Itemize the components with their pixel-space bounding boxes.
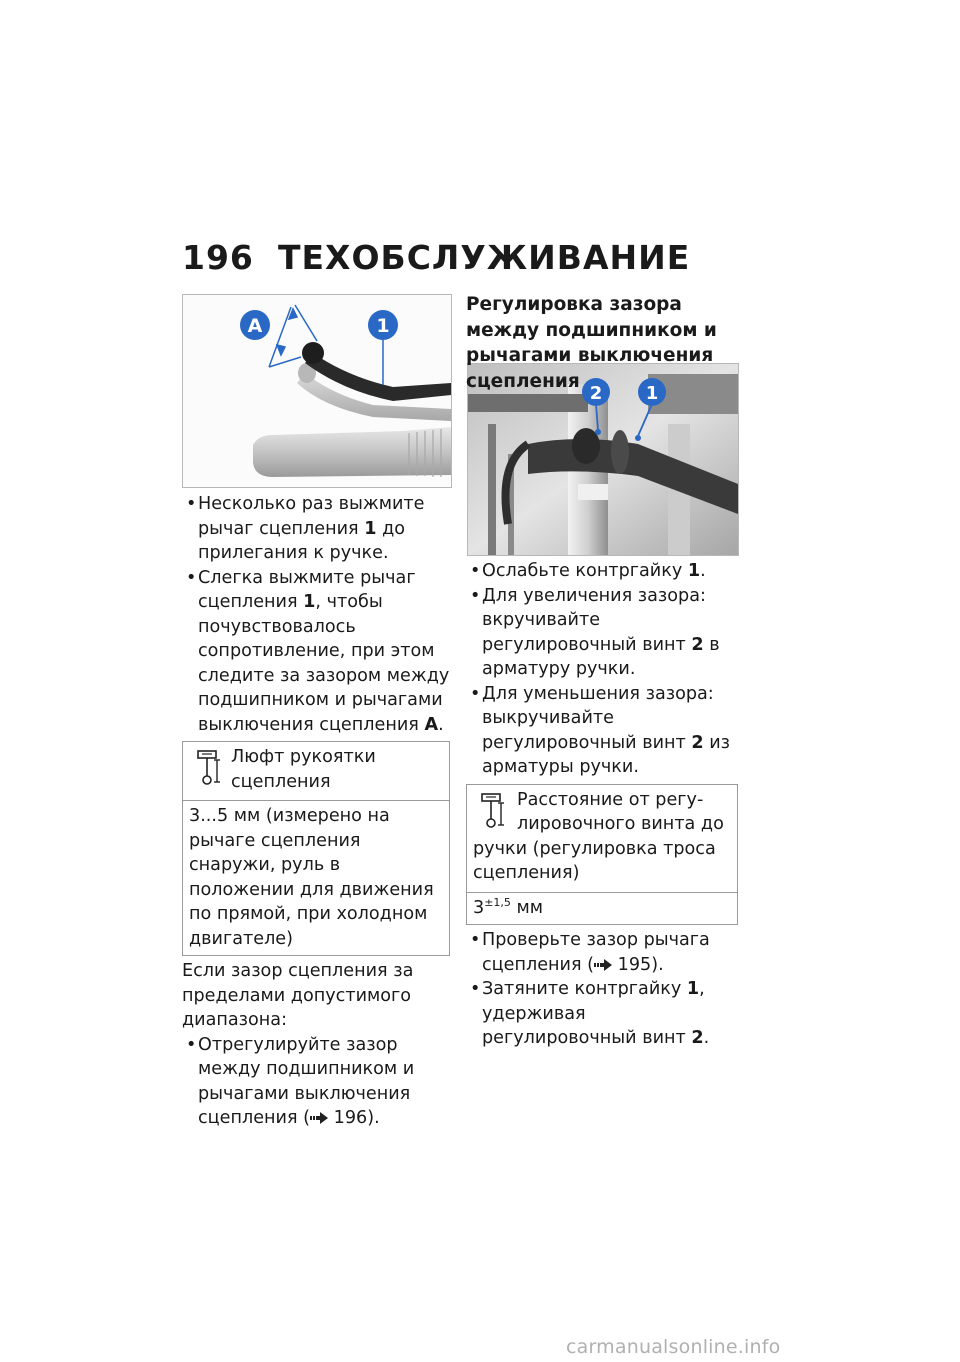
item-text: Для уменьшения зазора: выкручивайте регулировочный винт (482, 683, 714, 753)
part-ref: 1 (364, 518, 377, 539)
item-text: . (700, 561, 706, 581)
spec-tolerance: ±1,5 (484, 895, 511, 909)
item-text: Проверьте зазор рычага сцепления ( (482, 930, 710, 975)
item-text: Слегка выжмите рычаг сцепления (198, 567, 416, 612)
part-ref: 1 (686, 979, 700, 999)
page-reference-arrow-icon (594, 958, 612, 972)
right-column (466, 559, 738, 1051)
callout-1: 1 (645, 383, 659, 404)
list-item (182, 566, 450, 738)
item-text: Затяните контргайку (482, 979, 687, 999)
paragraph: Если зазор сцепления за пределами допустимого диапазона: (182, 961, 414, 1030)
item-text: в арматуру ручки. (482, 634, 720, 679)
part-ref: 1 (687, 561, 701, 581)
list-item (466, 559, 738, 584)
part-ref: 2 (691, 634, 704, 655)
bullet-glyph: • (186, 567, 197, 588)
item-text: из арматуры ручки. (482, 732, 730, 777)
callout-1: 1 (376, 315, 390, 337)
item-text: ). (367, 1108, 380, 1128)
section-title: ТЕХОБСЛУЖИВАНИЕ (278, 238, 691, 277)
clutch-lever-illustration (183, 295, 451, 487)
part-ref: 2 (691, 732, 704, 753)
item-text: Несколько раз выжмите рычаг сцепления (198, 494, 425, 539)
measuring-tool-icon (481, 793, 505, 829)
spec-value: 3...5 мм (измерено на рычаге сцепления снаружи, руль в положении для движения по прямой, при холодном двигателе) (183, 800, 449, 955)
list-item (466, 928, 738, 977)
list-item (466, 584, 738, 682)
callout-2: 2 (589, 383, 603, 404)
list-item (466, 682, 738, 780)
spec-box (182, 741, 450, 956)
left-column (182, 492, 450, 1131)
page-ref[interactable]: 196 (333, 1108, 368, 1128)
part-ref: 1 (303, 592, 316, 612)
spec-value-base: 3 (473, 897, 485, 918)
clutch-lever-figure (182, 294, 452, 488)
part-ref: 2 (691, 1028, 704, 1048)
spec-title: Люфт рукоятки сцепления (231, 747, 376, 792)
list-item (466, 977, 738, 1051)
spec-box (466, 784, 738, 926)
item-text: до прилегания к ручке. (198, 518, 406, 563)
callout-a: A (247, 315, 263, 337)
bullet-glyph: • (470, 585, 481, 606)
item-text: ). (651, 954, 664, 975)
bullet-glyph: • (470, 561, 481, 581)
list-item (182, 1033, 450, 1131)
measuring-tool-icon (197, 750, 221, 786)
spec-unit: мм (510, 897, 544, 918)
page-ref[interactable]: 195 (617, 954, 652, 975)
item-text: , чтобы почувствовалось сопротивление, при этом следите за зазором между подшипником и рычагами выключения сцепления (198, 592, 450, 735)
watermark: carmanualsonline.info (566, 1336, 781, 1358)
spec-title: Расстояние от регулировочного винта до ручки (регулировка троса сцепления) (473, 789, 724, 883)
item-text: . (438, 714, 444, 735)
bullet-glyph: • (186, 494, 197, 514)
item-text: Для увеличения зазора: вкручивайте регулировочный винт (482, 585, 706, 655)
item-text: . (703, 1028, 710, 1048)
item-text: , удерживая регулировочный винт (482, 979, 705, 1048)
bullet-glyph: • (470, 683, 481, 704)
item-text: Ослабьте контргайку (482, 561, 688, 581)
bullet-glyph: • (470, 979, 481, 999)
page-number: 196 (182, 238, 254, 277)
part-ref: A (424, 714, 439, 735)
page-reference-arrow-icon (310, 1111, 328, 1125)
section-heading: Регулировка зазора между подшипником и рычагами выключения сцепления (466, 294, 717, 392)
spec-header (467, 785, 737, 892)
bullet-glyph: • (186, 1034, 197, 1055)
bullet-glyph: • (470, 930, 481, 950)
page-header (182, 238, 742, 282)
list-item (182, 492, 450, 566)
spec-value (467, 892, 737, 925)
item-text: Отрегулируйте зазор между подшипником и рычагами выключения сцепления ( (198, 1034, 415, 1128)
spec-header (183, 742, 449, 800)
